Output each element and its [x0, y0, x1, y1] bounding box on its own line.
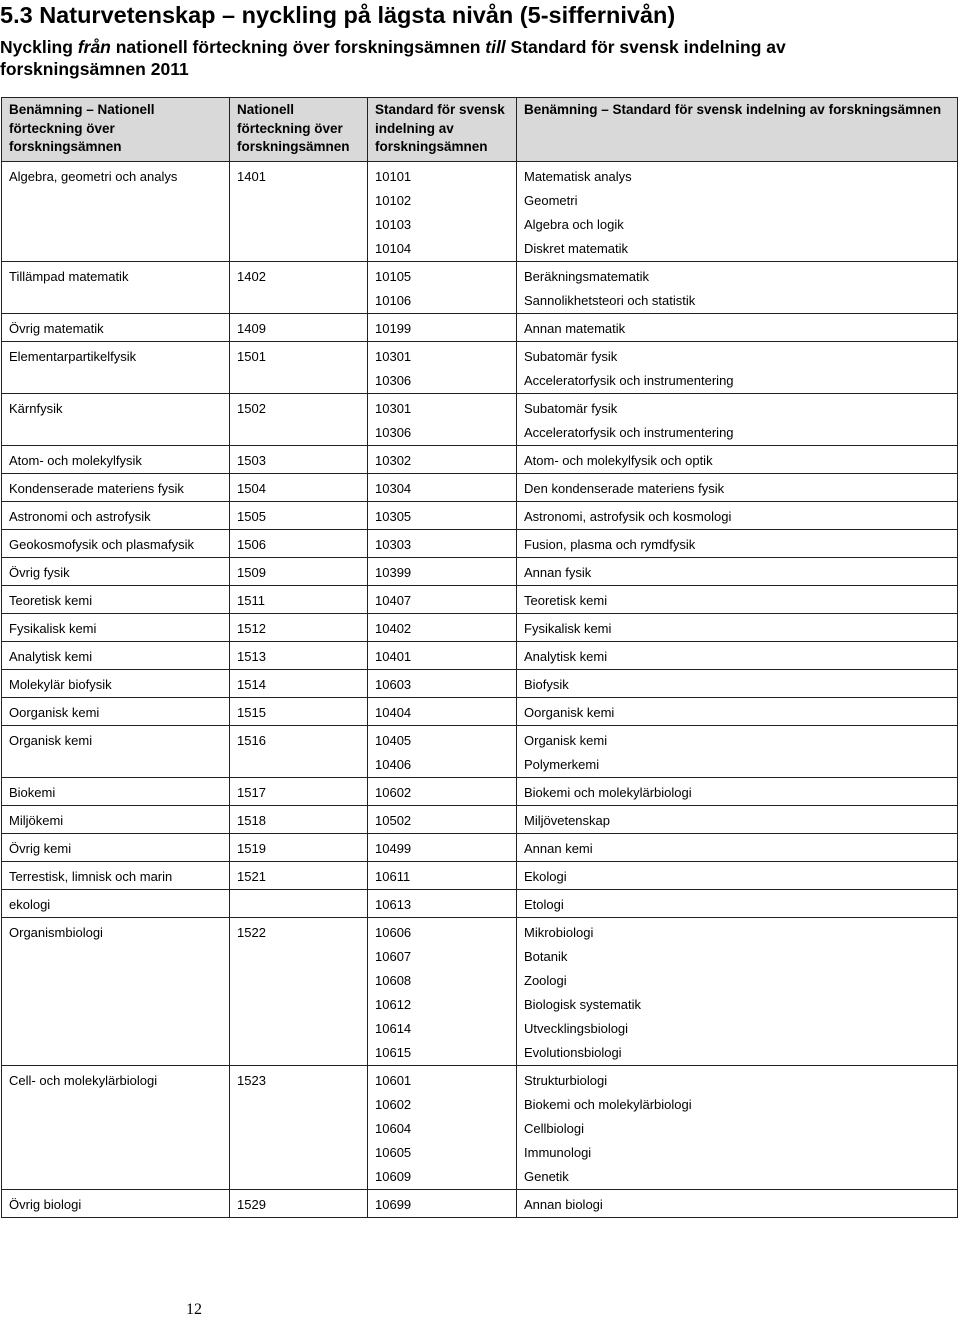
mapping-table [1, 97, 958, 1218]
cell-line: Algebra, geometri och analys [9, 169, 178, 184]
cell-line: 10306 [375, 425, 412, 440]
standard-name-cell [517, 342, 958, 394]
standard-name-cell [517, 162, 958, 262]
cell-line: Övrig biologi [9, 1197, 82, 1212]
standard-name-cell [517, 558, 958, 586]
standard-name-cell [517, 446, 958, 474]
header-national-name: Benämning – Nationell förteckning över forskningsämnen [2, 98, 230, 162]
cell-line: 1502 [237, 401, 266, 416]
table-row [2, 1066, 958, 1190]
national-name-cell [2, 726, 230, 778]
cell-line: ekologi [9, 897, 51, 912]
standard-name-cell [517, 642, 958, 670]
cell-line: Acceleratorfysik och instrumentering [524, 425, 734, 440]
cell-line: Övrig kemi [9, 841, 72, 856]
cell-line: Annan kemi [524, 841, 593, 856]
cell-line: 10199 [375, 321, 412, 336]
standard-code-cell [368, 670, 517, 698]
national-name-cell [2, 342, 230, 394]
standard-name-cell [517, 670, 958, 698]
cell-line: Algebra och logik [524, 217, 624, 232]
table-body [2, 162, 958, 1218]
cell-line: Terrestisk, limnisk och marin [9, 869, 173, 884]
cell-line: Övrig matematik [9, 321, 104, 336]
cell-line: Biokemi [9, 785, 56, 800]
cell-line: 10609 [375, 1169, 412, 1184]
cell-line: 10699 [375, 1197, 412, 1212]
page-number: 12 [186, 1301, 202, 1318]
cell-line: Biofysik [524, 677, 569, 692]
cell-line: Genetik [524, 1169, 569, 1184]
national-code-cell [230, 890, 368, 918]
national-code-cell [230, 558, 368, 586]
cell-line: Övrig fysik [9, 565, 70, 580]
cell-line: Mikrobiologi [524, 925, 594, 940]
national-code-cell [230, 778, 368, 806]
cell-line: Subatomär fysik [524, 349, 618, 364]
cell-line: Zoologi [524, 973, 567, 988]
standard-name-cell [517, 834, 958, 862]
cell-line: 1512 [237, 621, 266, 636]
cell-line: Miljövetenskap [524, 813, 610, 828]
cell-line: Organisk kemi [524, 733, 608, 748]
cell-line: Annan biologi [524, 1197, 603, 1212]
cell-line: 10603 [375, 677, 412, 692]
national-code-cell [230, 670, 368, 698]
header-standard-name: Benämning – Standard för svensk indelning av forskningsämnen [517, 98, 958, 162]
cell-line: Atom- och molekylfysik [9, 453, 142, 468]
table-row [2, 698, 958, 726]
standard-code-cell [368, 918, 517, 1066]
national-name-cell [2, 162, 230, 262]
cell-line: Oorganisk kemi [524, 705, 615, 720]
national-name-cell [2, 262, 230, 314]
cell-line: Annan matematik [524, 321, 626, 336]
national-code-cell [230, 1066, 368, 1190]
national-name-cell [2, 586, 230, 614]
standard-code-cell [368, 474, 517, 502]
cell-line: Polymerkemi [524, 757, 600, 772]
cell-line: Kärnfysik [9, 401, 63, 416]
cell-line: Subatomär fysik [524, 401, 618, 416]
cell-line: 10401 [375, 649, 412, 664]
cell-line: 10103 [375, 217, 412, 232]
cell-line: 1513 [237, 649, 266, 664]
cell-line: 10407 [375, 593, 412, 608]
standard-code-cell [368, 502, 517, 530]
cell-line: 1401 [237, 169, 266, 184]
cell-line: 10499 [375, 841, 412, 856]
header-standard-code: Standard för svensk indelning av forskningsämnen [368, 98, 517, 162]
subtitle-part-2: nationell förteckning över forskningsämnen [110, 37, 486, 57]
cell-line: 10607 [375, 949, 412, 964]
table-row [2, 394, 958, 446]
cell-line: Biologisk systematik [524, 997, 642, 1012]
cell-line: Cellbiologi [524, 1121, 584, 1136]
national-code-cell [230, 614, 368, 642]
cell-line: Strukturbiologi [524, 1073, 608, 1088]
cell-line: 10502 [375, 813, 412, 828]
table-row [2, 474, 958, 502]
national-name-cell [2, 806, 230, 834]
standard-name-cell [517, 890, 958, 918]
cell-line: 10301 [375, 401, 412, 416]
table-row [2, 726, 958, 778]
cell-line: 10605 [375, 1145, 412, 1160]
cell-line: 10406 [375, 757, 412, 772]
standard-name-cell [517, 918, 958, 1066]
cell-line: Teoretisk kemi [524, 593, 608, 608]
cell-line: Diskret matematik [524, 241, 629, 256]
standard-name-cell [517, 806, 958, 834]
cell-line: 10604 [375, 1121, 412, 1136]
standard-name-cell [517, 778, 958, 806]
subtitle-from: från [77, 37, 111, 57]
standard-code-cell [368, 698, 517, 726]
cell-line: 10301 [375, 349, 412, 364]
national-code-cell [230, 834, 368, 862]
national-name-cell [2, 862, 230, 890]
cell-line: Matematisk analys [524, 169, 632, 184]
standard-code-cell [368, 726, 517, 778]
standard-name-cell [517, 698, 958, 726]
standard-code-cell [368, 394, 517, 446]
cell-line: Sannolikhetsteori och statistik [524, 293, 696, 308]
cell-line: Kondenserade materiens fysik [9, 481, 184, 496]
standard-name-cell [517, 726, 958, 778]
cell-line: Cell- och molekylärbiologi [9, 1073, 158, 1088]
table-row [2, 806, 958, 834]
table-row [2, 778, 958, 806]
standard-name-cell [517, 394, 958, 446]
national-code-cell [230, 642, 368, 670]
national-code-cell [230, 918, 368, 1066]
standard-code-cell [368, 586, 517, 614]
cell-line: 10602 [375, 785, 412, 800]
national-name-cell [2, 446, 230, 474]
cell-line: 1517 [237, 785, 266, 800]
standard-code-cell [368, 162, 517, 262]
national-code-cell [230, 446, 368, 474]
table-row [2, 342, 958, 394]
standard-name-cell [517, 614, 958, 642]
national-name-cell [2, 502, 230, 530]
national-code-cell [230, 1190, 368, 1218]
national-name-cell [2, 614, 230, 642]
national-name-cell [2, 670, 230, 698]
page-subtitle [0, 36, 930, 80]
header-national-code: Nationell förteckning över forskningsämnen [230, 98, 368, 162]
cell-line: 10402 [375, 621, 412, 636]
table-row [2, 558, 958, 586]
cell-line: Acceleratorfysik och instrumentering [524, 373, 734, 388]
standard-code-cell [368, 862, 517, 890]
standard-name-cell [517, 862, 958, 890]
cell-line: 10104 [375, 241, 412, 256]
standard-name-cell [517, 314, 958, 342]
subtitle-part-1: Nyckling [0, 37, 78, 57]
table-row [2, 918, 958, 1066]
national-code-cell [230, 530, 368, 558]
cell-line: 1511 [237, 593, 265, 608]
cell-line: Ekologi [524, 869, 567, 884]
cell-line: 10303 [375, 537, 412, 552]
national-name-cell [2, 1190, 230, 1218]
standard-code-cell [368, 342, 517, 394]
table-row [2, 162, 958, 262]
cell-line: Organisk kemi [9, 733, 93, 748]
cell-line: Atom- och molekylfysik och optik [524, 453, 713, 468]
cell-line: 10601 [375, 1073, 412, 1088]
cell-line: 1522 [237, 925, 266, 940]
standard-code-cell [368, 778, 517, 806]
cell-line: Annan fysik [524, 565, 592, 580]
national-code-cell [230, 586, 368, 614]
cell-line: 10606 [375, 925, 412, 940]
cell-line: Evolutionsbiologi [524, 1045, 622, 1060]
cell-line: 10101 [375, 169, 412, 184]
cell-line: 1503 [237, 453, 266, 468]
cell-line: 10105 [375, 269, 412, 284]
cell-line: Elementarpartikelfysik [9, 349, 137, 364]
cell-line: Biokemi och molekylärbiologi [524, 1097, 692, 1112]
cell-line: 1516 [237, 733, 266, 748]
standard-code-cell [368, 262, 517, 314]
national-name-cell [2, 778, 230, 806]
cell-line: 10611 [375, 869, 411, 884]
national-name-cell [2, 918, 230, 1066]
subtitle-to: till [485, 37, 506, 57]
table-row [2, 890, 958, 918]
national-code-cell [230, 342, 368, 394]
standard-code-cell [368, 1190, 517, 1218]
table-row [2, 614, 958, 642]
table-row [2, 862, 958, 890]
cell-line: Geometri [524, 193, 578, 208]
cell-line: Organismbiologi [9, 925, 103, 940]
standard-name-cell [517, 474, 958, 502]
cell-line: Tillämpad matematik [9, 269, 129, 284]
national-name-cell [2, 890, 230, 918]
cell-line: 10614 [375, 1021, 412, 1036]
subtitle-part-3: Standard för svensk indelning av forskningsämnen 2011 [0, 37, 786, 79]
standard-code-cell [368, 614, 517, 642]
table-header-row [2, 98, 958, 162]
standard-code-cell [368, 1066, 517, 1190]
table-row [2, 670, 958, 698]
standard-code-cell [368, 890, 517, 918]
table-row [2, 262, 958, 314]
national-name-cell [2, 698, 230, 726]
cell-line: 10305 [375, 509, 412, 524]
cell-line: 1504 [237, 481, 266, 496]
standard-name-cell [517, 502, 958, 530]
cell-line: Biokemi och molekylärbiologi [524, 785, 692, 800]
cell-line: Astronomi, astrofysik och kosmologi [524, 509, 732, 524]
cell-line: Geokosmofysik och plasmafysik [9, 537, 194, 552]
national-code-cell [230, 314, 368, 342]
cell-line: 1509 [237, 565, 266, 580]
cell-line: Utvecklingsbiologi [524, 1021, 629, 1036]
national-name-cell [2, 642, 230, 670]
cell-line: Teoretisk kemi [9, 593, 93, 608]
cell-line: Fusion, plasma och rymdfysik [524, 537, 696, 552]
national-code-cell [230, 474, 368, 502]
cell-line: 1505 [237, 509, 266, 524]
cell-line: Analytisk kemi [9, 649, 93, 664]
national-name-cell [2, 834, 230, 862]
cell-line: Analytisk kemi [524, 649, 608, 664]
cell-line: Fysikalisk kemi [524, 621, 612, 636]
cell-line: 10302 [375, 453, 412, 468]
cell-line: 10304 [375, 481, 412, 496]
cell-line: 10612 [375, 997, 412, 1012]
page-title: 5.3 Naturvetenskap – nyckling på lägsta nivån (5-siffernivån) [0, 2, 676, 28]
national-code-cell [230, 862, 368, 890]
national-name-cell [2, 1066, 230, 1190]
cell-line: 10102 [375, 193, 412, 208]
standard-code-cell [368, 642, 517, 670]
cell-line: 10404 [375, 705, 412, 720]
cell-line: 1518 [237, 813, 266, 828]
cell-line: Den kondenserade materiens fysik [524, 481, 725, 496]
cell-line: 1523 [237, 1073, 266, 1088]
table-row [2, 586, 958, 614]
cell-line: 10405 [375, 733, 412, 748]
cell-line: 1515 [237, 705, 266, 720]
cell-line: Etologi [524, 897, 564, 912]
standard-name-cell [517, 1066, 958, 1190]
cell-line: Immunologi [524, 1145, 592, 1160]
standard-name-cell [517, 262, 958, 314]
cell-line: 1501 [237, 349, 266, 364]
national-name-cell [2, 394, 230, 446]
national-code-cell [230, 394, 368, 446]
cell-line: Beräkningsmatematik [524, 269, 649, 284]
standard-name-cell [517, 1190, 958, 1218]
table-row [2, 530, 958, 558]
cell-line: 1521 [237, 869, 266, 884]
cell-line: Miljökemi [9, 813, 64, 828]
table-row [2, 642, 958, 670]
national-name-cell [2, 558, 230, 586]
cell-line: 10608 [375, 973, 412, 988]
cell-line: Molekylär biofysik [9, 677, 112, 692]
standard-code-cell [368, 806, 517, 834]
table-row [2, 834, 958, 862]
table-row [2, 1190, 958, 1218]
table-row [2, 502, 958, 530]
cell-line: Botanik [524, 949, 568, 964]
national-name-cell [2, 474, 230, 502]
standard-name-cell [517, 530, 958, 558]
national-code-cell [230, 698, 368, 726]
standard-code-cell [368, 558, 517, 586]
cell-line: 1529 [237, 1197, 266, 1212]
cell-line: 10615 [375, 1045, 412, 1060]
national-code-cell [230, 502, 368, 530]
cell-line: Astronomi och astrofysik [9, 509, 151, 524]
cell-line: 1519 [237, 841, 266, 856]
cell-line: 10399 [375, 565, 412, 580]
standard-code-cell [368, 530, 517, 558]
national-code-cell [230, 162, 368, 262]
cell-line: Fysikalisk kemi [9, 621, 97, 636]
national-code-cell [230, 806, 368, 834]
cell-line: 10106 [375, 293, 412, 308]
standard-code-cell [368, 446, 517, 474]
cell-line: 1402 [237, 269, 266, 284]
table-row [2, 314, 958, 342]
national-name-cell [2, 530, 230, 558]
standard-code-cell [368, 314, 517, 342]
national-code-cell [230, 262, 368, 314]
cell-line: 10306 [375, 373, 412, 388]
cell-line: 10602 [375, 1097, 412, 1112]
cell-line: 1514 [237, 677, 266, 692]
national-code-cell [230, 726, 368, 778]
table-row [2, 446, 958, 474]
standard-name-cell [517, 586, 958, 614]
national-name-cell [2, 314, 230, 342]
cell-line: 1506 [237, 537, 266, 552]
cell-line: 1409 [237, 321, 266, 336]
cell-line: 10613 [375, 897, 412, 912]
standard-code-cell [368, 834, 517, 862]
cell-line: Oorganisk kemi [9, 705, 100, 720]
